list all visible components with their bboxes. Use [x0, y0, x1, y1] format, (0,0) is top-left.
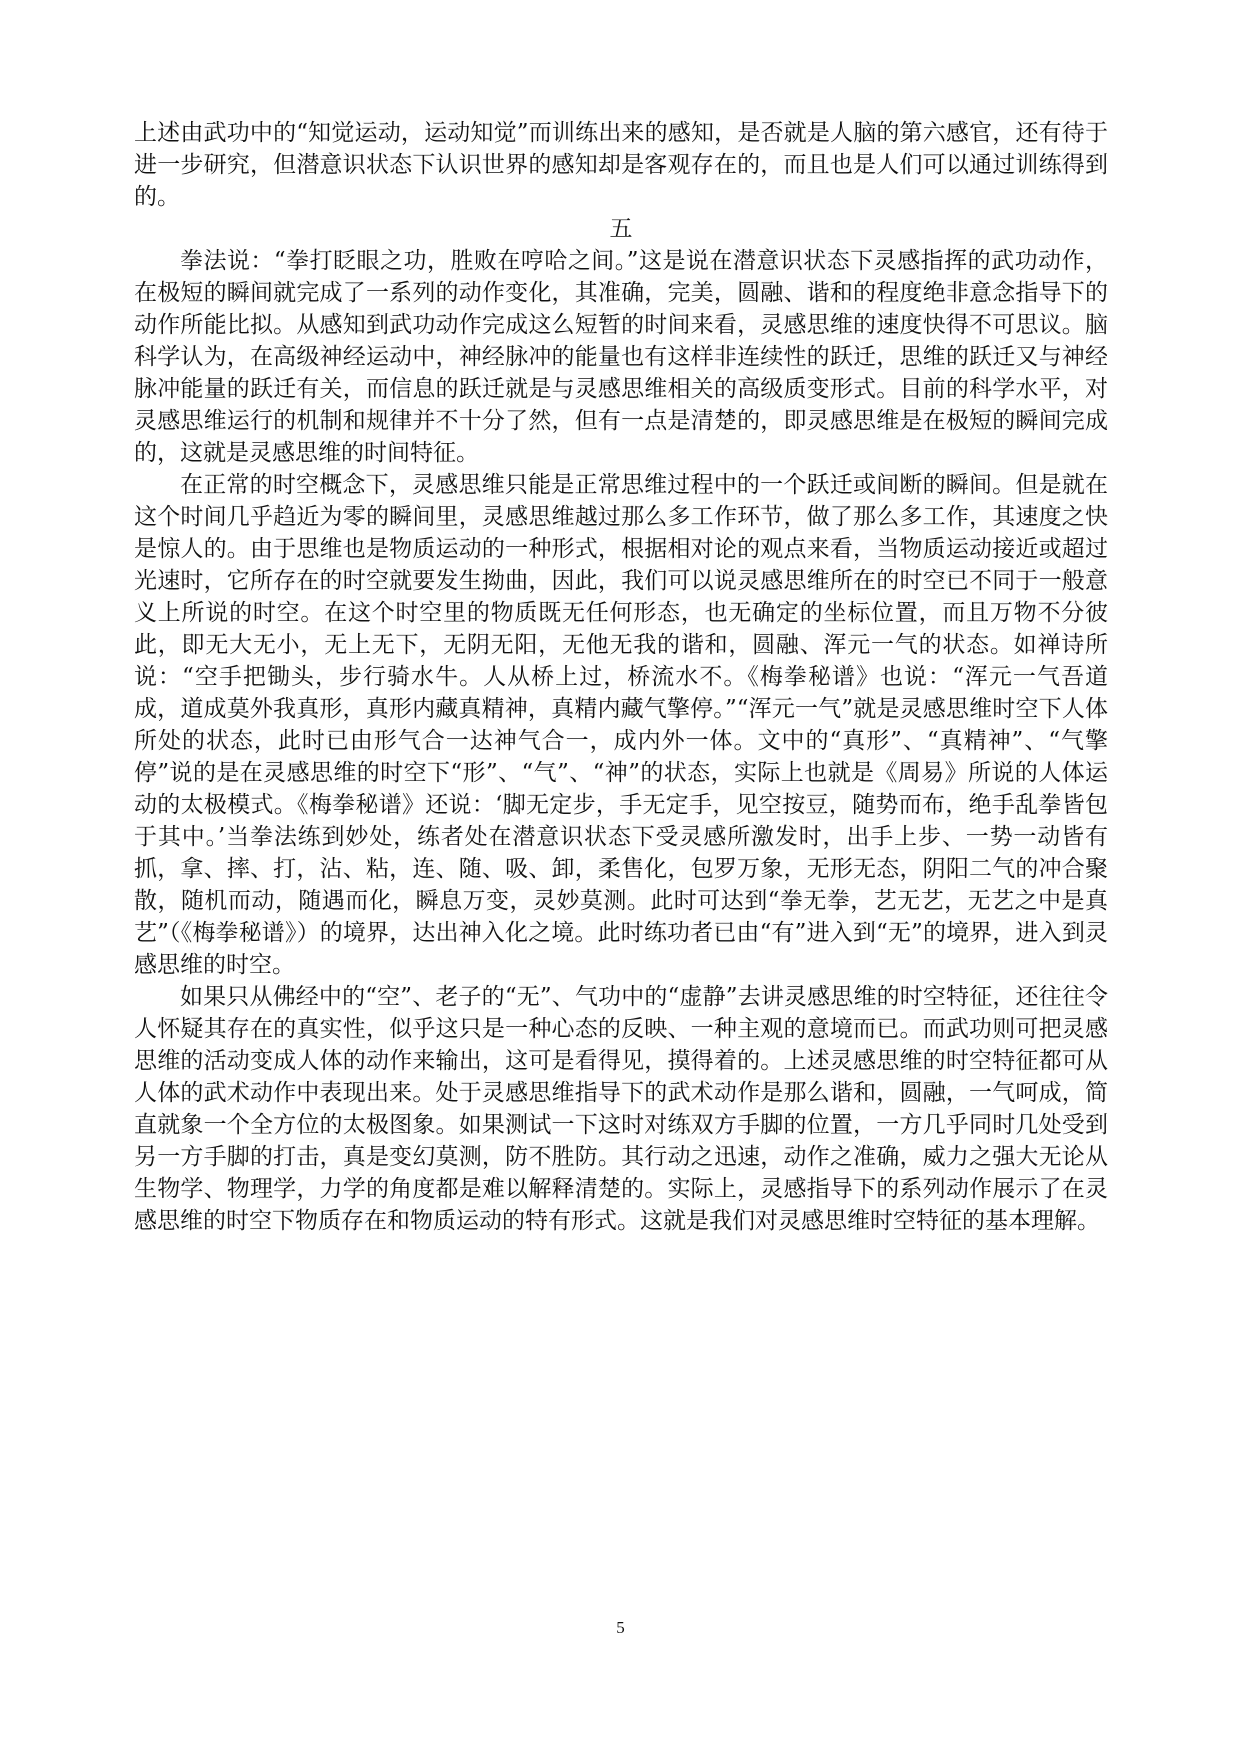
paragraph: 在正常的时空概念下，灵感思维只能是正常思维过程中的一个跃迁或间断的瞬间。但是就在这个时间几乎趋近为零的瞬间里，灵感思维越过那么多工作环节，做了那么多工作，其速度之快是惊人的。由于思维也是物质运动的一种形式，根据相对论的观点来看，当物质运动接近或超过光速时，它所存在的时空就要发生拗曲，因此，我们可以说灵感思维所在的时空已不同于一般意义上所说的时空。在这个时空里的物质既无任何形态，也无确定的坐标位置，而且万物不分彼此，即无大无小，无上无下，无阴无阳，无他无我的谐和，圆融、浑元一气的状态。如禅诗所说：“空手把锄头，步行骑水牛。人从桥上过，桥流水不。《梅拳秘谱》也说：“浑元一气吾道成，道成莫外我真形，真形内藏真精神，真精内藏气擎停。”“浑元一气”就是灵感思维时空下人体所处的状态，此时已由形气合一达神气合一，成内外一体。文中的“真形”、“真精神”、“气擎停”说的是在灵感思维的时空下“形”、“气”、“神”的状态，实际上也就是《周易》所说的人体运动的太极模式。《梅拳秘谱》还说：‘脚无定步，手无定手，见空按豆，随势而布，绝手乱拳皆包于其中。’当拳法练到妙处，练者处在潜意识状态下受灵感所激发时，出手上步、一势一动皆有抓，拿、摔、打，沾、粘，连、随、吸、卸，柔售化，包罗万象，无形无态，阴阳二气的冲合聚散，随机而动，随遇而化，瞬息万变，灵妙莫测。此时可达到“拳无拳，艺无艺，无艺之中是真艺”（《梅拳秘谱》）的境界，达出神入化之境。此时练功者已由“有”进入到“无”的境界，进入到灵感思维的时空。 — [134, 472, 1108, 978]
page-body — [134, 117, 1108, 1237]
paragraph: 拳法说：“拳打眨眼之功，胜败在哼哈之间。”这是说在潜意识状态下灵感指挥的武功动作，在极短的瞬间就完成了一系列的动作变化，其准确，完美，圆融、谐和的程度绝非意念指导下的动作所能比拟。从感知到武功动作完成这么短暂的时间来看，灵感思维的速度快得不可思议。脑科学认为，在高级神经运动中，神经脉冲的能量也有这样非连续性的跃迁，思维的跃迁又与神经脉冲能量的跃迁有关，而信息的跃迁就是与灵感思维相关的高级质变形式。目前的科学水平，对灵感思维运行的机制和规律并不十分了然，但有一点是清楚的，即灵感思维是在极短的瞬间完成的，这就是灵感思维的时间特征。 — [134, 248, 1108, 466]
page-number: 5 — [616, 1618, 625, 1637]
paragraph: 如果只从佛经中的“空”、老子的“无”、气功中的“虚静”去讲灵感思维的时空特征，还往往令人怀疑其存在的真实性，似乎这只是一种心态的反映、一种主观的意境而已。而武功则可把灵感思维的活动变成人体的动作来输出，这可是看得见，摸得着的。上述灵感思维的时空特征都可从人体的武术动作中表现出来。处于灵感思维指导下的武术动作是那么谐和，圆融，一气呵成，简直就象一个全方位的太极图象。如果测试一下这时对练双方手脚的位置，一方几乎同时几处受到另一方手脚的打击，真是变幻莫测，防不胜防。其行动之迅速，动作之准确，威力之强大无论从生物学、物理学，力学的角度都是难以解释清楚的。实际上，灵感指导下的系列动作展示了在灵感思维的时空下物质存在和物质运动的特有形式。这就是我们对灵感思维时空特征的基本理解。 — [134, 984, 1108, 1234]
section-heading: 五 — [609, 216, 633, 242]
paragraph-intro: 上述由武功中的“知觉运动，运动知觉”而训练出来的感知，是否就是人脑的第六感官，还有待于进一步研究，但潜意识状态下认识世界的感知却是客观存在的，而且也是人们可以通过训练得到的。 — [134, 120, 1108, 210]
